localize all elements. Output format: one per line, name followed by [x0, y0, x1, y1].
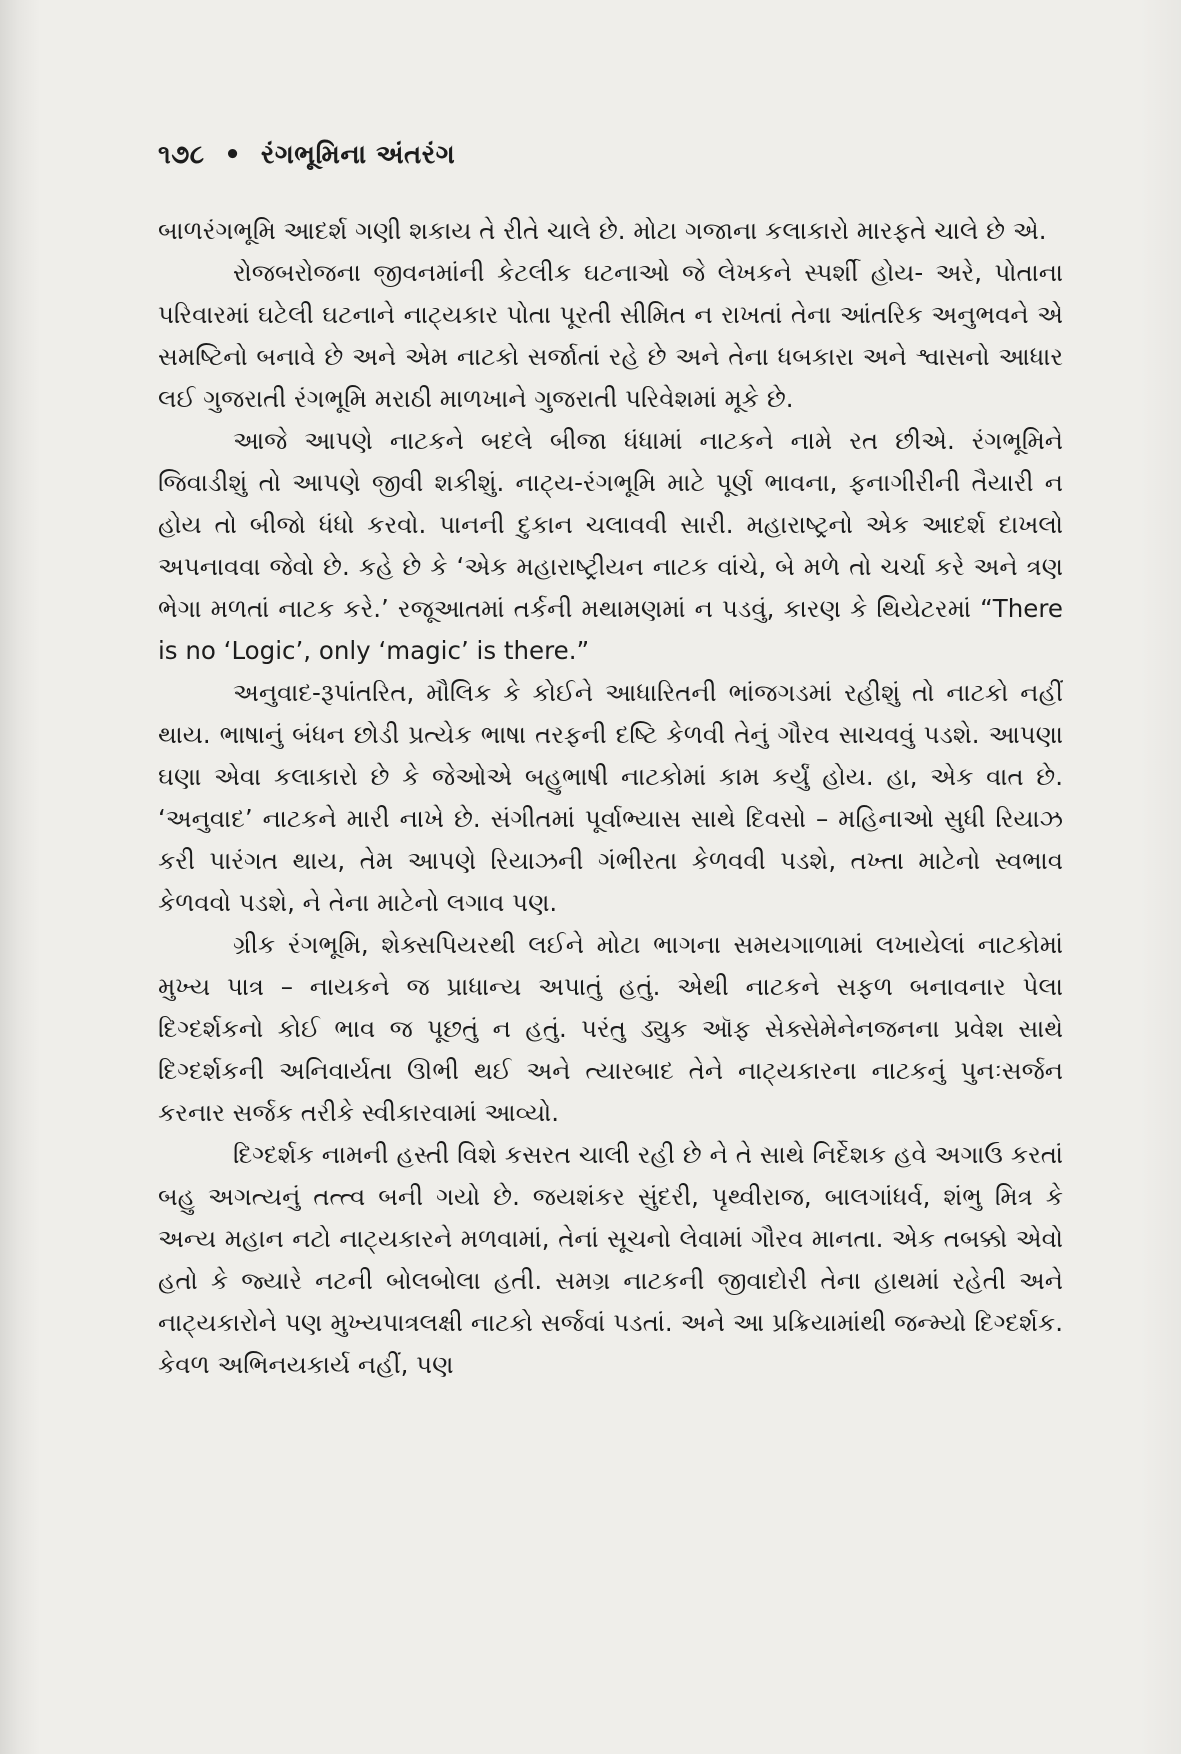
paragraph: રોજબરોજના જીવનમાંની કેટલીક ઘટનાઓ જે લેખકને સ્પર્શી હોય- અરે, પોતાના પરિવારમાં ઘટેલી ઘટનાને નાટ્યકાર પોતા પૂરતી સીમિત ન રાખતાં તેના આંતરિક અનુભવને એ સમષ્ટિનો બનાવે છે અને એમ નાટકો સર્જાતાં રહે છે અને તેના ધબકારા અને શ્વાસનો આધાર લઈ ગુજરાતી રંગભૂમિ મરાઠી માળખાને ગુજરાતી પરિવેશમાં મૂકે છે. — [158, 258, 1063, 413]
paragraph: દિગ્દર્શક નામની હસ્તી વિશે કસરત ચાલી રહી છે ને તે સાથે નિર્દેશક હવે અગાઉ કરતાં બહુ અગત્યનું તત્ત્વ બની ગયો છે. જયશંકર સુંદરી, પૃથ્વીરાજ, બાલગાંધર્વ, શંભુ મિત્ર કે અન્ય મહાન નટો નાટ્યકારને મળવામાં, તેનાં સૂચનો લેવામાં ગૌરવ માનતા. એક તબક્કો એવો હતો કે જ્યારે નટની બોલબોલા હતી. સમગ્ર નાટકની જીવાદોરી તેના હાથમાં રહેતી અને નાટ્યકારોને પણ મુખ્યપાત્રલક્ષી નાટકો સર્જવાં પડતાં. અને આ પ્રક્રિયામાંથી જન્મ્યો દિગ્દર્શક. કેવળ અભિનયકાર્ય નહીં, પણ — [158, 1140, 1063, 1379]
paragraph: બાળરંગભૂમિ આદર્શ ગણી શકાય તે રીતે ચાલે છે. મોટા ગજાના કલાકારો મારફતે ચાલે છે એ. — [158, 216, 1047, 245]
header-bullet: • — [224, 140, 242, 170]
paragraph: ગ્રીક રંગભૂમિ, શેક્સપિયરથી લઈને મોટા ભાગના સમયગાળામાં લખાયેલાં નાટકોમાં મુખ્ય પાત્ર – નાયકને જ પ્રાધાન્ય અપાતું હતું. એથી નાટકને સફળ બનાવનાર પેલા દિગ્દર્શકનો કોઈ ભાવ જ પૂછતું ન હતું. પરંતુ ડ્યુક ઑફ સેક્સેમેનેનજનના પ્રવેશ સાથે દિગ્દર્શકની અનિવાર્યતા ઊભી થઈ અને ત્યારબાદ તેને નાટ્યકારના નાટકનું પુનઃસર્જન કરનાર સર્જક તરીકે સ્વીકારવામાં આવ્યો. — [158, 930, 1063, 1127]
running-header — [158, 140, 455, 171]
book-title: રંગભૂમિના અંતરંગ — [260, 140, 456, 170]
page-number: ૧૭૮ — [158, 140, 205, 170]
paragraph: આજે આપણે નાટકને બદલે બીજા ધંધામાં નાટકને નામે રત છીએ. રંગભૂમિને જિવાડીશું તો આપણે જીવી શકીશું. નાટ્ય-રંગભૂમિ માટે પૂર્ણ ભાવના, ફનાગીરીની તૈયારી ન હોય તો બીજો ધંધો કરવો. પાનની દુકાન ચલાવવી સારી. મહારાષ્ટ્રનો એક આદર્શ દાખલો અપનાવવા જેવો છે. કહે છે કે ‘એક મહારાષ્ટ્રીયન નાટક વાંચે, બે મળે તો ચર્ચા કરે અને ત્રણ ભેગા મળતાં નાટક કરે.’ રજૂઆતમાં તર્કની મથામણમાં ન પડવું, કારણ કે થિયેટરમાં “There is no ‘Logic’, only ‘magic’ is there.” — [158, 426, 1063, 665]
body-text — [158, 210, 1063, 1386]
paragraph: અનુવાદ-રૂપાંતરિત, મૌલિક કે કોઈને આધારિતની ભાંજગડમાં રહીશું તો નાટકો નહીં થાય. ભાષાનું બંધન છોડી પ્રત્યેક ભાષા તરફની દષ્ટિ કેળવી તેનું ગૌરવ સાચવવું પડશે. આપણા ઘણા એવા કલાકારો છે કે જેઓએ બહુભાષી નાટકોમાં કામ કર્યું હોય. હા, એક વાત છે. ‘અનુવાદ’ નાટકને મારી નાખે છે. સંગીતમાં પૂર્વાભ્યાસ સાથે દિવસો – મહિનાઓ સુધી રિયાઝ કરી પારંગત થાય, તેમ આપણે રિયાઝની ગંભીરતા કેળવવી પડશે, તખ્તા માટેનો સ્વભાવ કેળવવો પડશે, ને તેના માટેનો લગાવ પણ. — [158, 678, 1063, 917]
